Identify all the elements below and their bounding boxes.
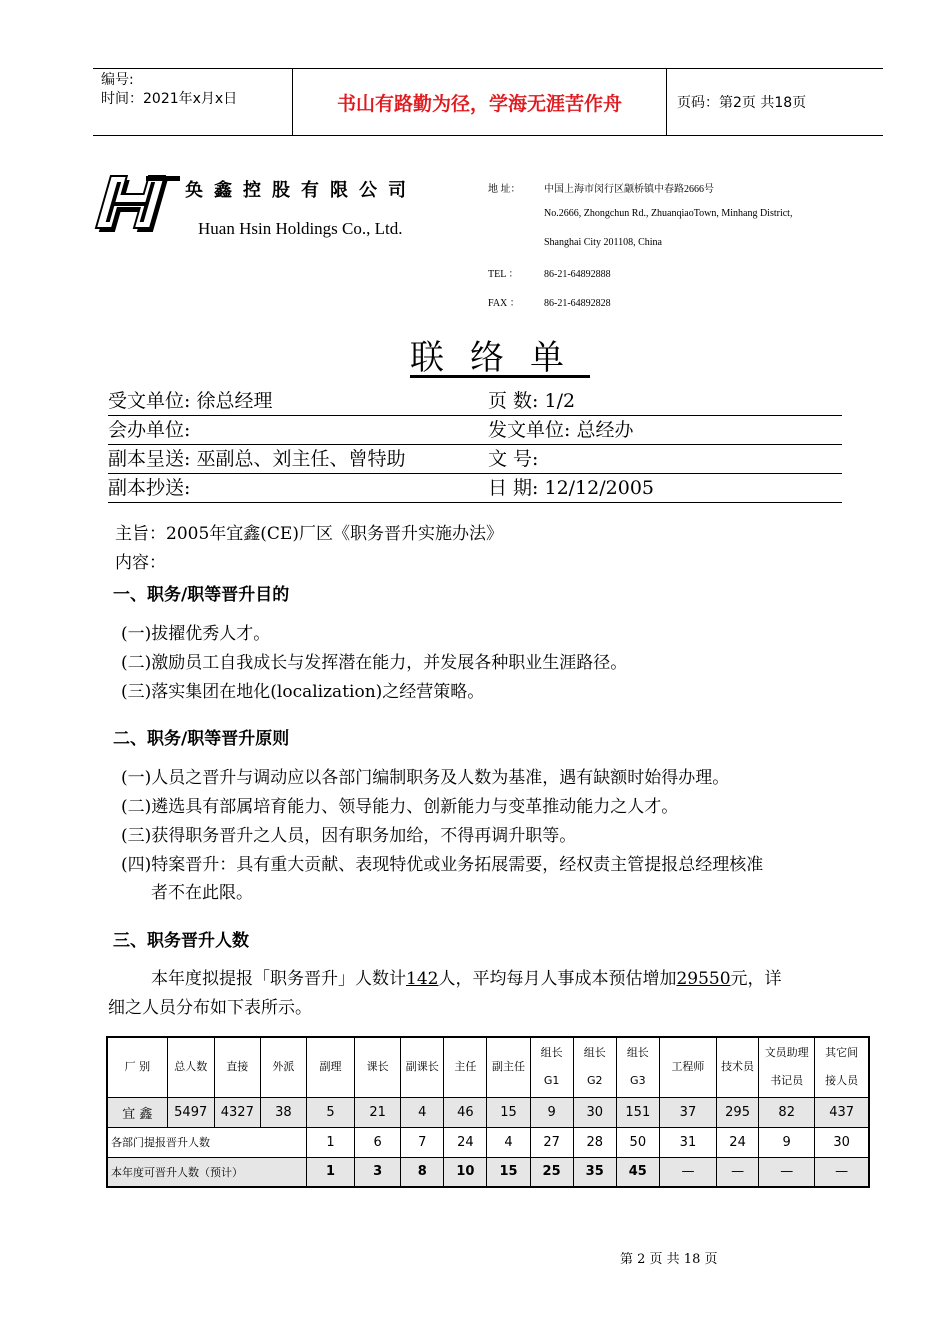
row-label: 各部门提报晋升人数: [107, 1127, 306, 1157]
serial-label: 编号:: [101, 72, 134, 88]
table-cell: 37: [659, 1097, 716, 1127]
s2-item-1: (一)人员之晋升与调动应以各部门编制职务及人数为基准，遇有缺额时始得办理。: [121, 768, 730, 788]
tel-label: TEL ：: [488, 269, 519, 280]
table-cell: 437: [815, 1097, 869, 1127]
table-cell: —: [717, 1157, 759, 1187]
table-cell: 6: [355, 1127, 401, 1157]
header-cell: 副主任: [487, 1037, 530, 1097]
form-row-2: [108, 416, 842, 445]
page-header: [93, 68, 883, 136]
table-cell: 30: [573, 1097, 616, 1127]
header-cell: 厂 别: [107, 1037, 167, 1097]
promotion-table: [106, 1036, 870, 1188]
section-1-title: 一、职务/职等晋升目的: [113, 585, 290, 605]
table-cell: 1: [306, 1157, 354, 1187]
table-row-estimated: [107, 1157, 869, 1187]
header-cell: 技术员: [717, 1037, 759, 1097]
page-count: 页 数: 1/2: [488, 390, 576, 412]
tel-number: 86-21-64892888: [544, 269, 611, 280]
table-cell: 4: [487, 1127, 530, 1157]
table-cell: 30: [815, 1127, 869, 1157]
table-cell: 5: [306, 1097, 354, 1127]
subject-line: 主旨：2005年宜鑫(CE)厂区《职务晋升实施办法》: [115, 524, 503, 544]
table-cell: 46: [444, 1097, 487, 1127]
s3-paragraph-line-2: 细之人员分布如下表所示。: [108, 998, 312, 1018]
sending-unit: 发文单位: 总经办: [488, 419, 634, 441]
time-label: 时间：2021年x月x日: [101, 91, 238, 107]
table-cell: 9: [759, 1127, 815, 1157]
table-cell: 5497: [167, 1097, 214, 1127]
section-3-title: 三、职务晋升人数: [113, 931, 249, 951]
table-cell: 10: [444, 1157, 487, 1187]
section-2-title: 二、职务/职等晋升原则: [113, 729, 290, 749]
company-logo: [88, 172, 183, 240]
table-cell: 24: [444, 1127, 487, 1157]
s1-item-2: (二)激励员工自我成长与发挥潜在能力，并发展各种职业生涯路径。: [121, 653, 628, 673]
table-cell: 15: [487, 1097, 530, 1127]
table-cell: 9: [530, 1097, 573, 1127]
s3-text-a: 本年度拟提报「职务晋升」人数计: [151, 969, 406, 989]
form-row-3: [108, 445, 842, 474]
table-cell: 4: [401, 1097, 444, 1127]
company-name-en: Huan Hsin Holdings Co., Ltd.: [198, 219, 403, 238]
header-cell: 课长: [355, 1037, 401, 1097]
page-footer: 第 2 页 共 18 页: [620, 1252, 718, 1267]
table-cell: 35: [573, 1157, 616, 1187]
table-row-factory: [107, 1097, 869, 1127]
table-cell: —: [759, 1157, 815, 1187]
address-en-2: Shanghai City 201108, China: [544, 237, 662, 248]
table-header-row: [107, 1037, 869, 1097]
header-cell: 副课长: [401, 1037, 444, 1097]
header-page-number: 页码：第2页 共18页: [677, 95, 807, 111]
form-row-1: [108, 387, 842, 416]
header-cell: 直接: [214, 1037, 260, 1097]
header-cell: 文员助理 书记员: [759, 1037, 815, 1097]
address-line: [488, 180, 714, 195]
s2-item-2: (二)遴选具有部属培育能力、领导能力、创新能力与变革推动能力之人才。: [121, 797, 679, 817]
table-cell: 24: [717, 1127, 759, 1157]
header-meta: [93, 69, 293, 135]
s1-item-1: (一)拔擢优秀人才。: [121, 624, 271, 644]
address-cn: 中国上海市闵行区颛桥镇中春路2666号: [544, 184, 714, 195]
s3-text-b: 人，平均每月人事成本预估增加: [438, 969, 677, 989]
table-cell: 27: [530, 1127, 573, 1157]
s1-item-3: (三)落实集团在地化(localization)之经营策略。: [121, 682, 485, 702]
header-cell: 组长 G1: [530, 1037, 573, 1097]
address-label: 地 址：: [488, 184, 521, 195]
table-cell: 38: [260, 1097, 306, 1127]
header-cell: 主任: [444, 1037, 487, 1097]
s3-text-c: 元，详: [730, 969, 782, 989]
table-cell: 15: [487, 1157, 530, 1187]
table-cell: 151: [616, 1097, 659, 1127]
promotion-count: 142: [406, 969, 439, 989]
table-cell: 4327: [214, 1097, 260, 1127]
table-cell: —: [815, 1157, 869, 1187]
s3-paragraph-line-1: [151, 967, 782, 991]
table-cell: 1: [306, 1127, 354, 1157]
tel-line: [488, 265, 611, 280]
table-cell: 28: [573, 1127, 616, 1157]
header-motto: 书山有路勤为径，学海无涯苦作舟: [293, 69, 667, 135]
header-cell: 总人数: [167, 1037, 214, 1097]
header-cell: 组长 G2: [573, 1037, 616, 1097]
fax-number: 86-21-64892828: [544, 298, 611, 309]
table-cell: 295: [717, 1097, 759, 1127]
co-handling-unit: 会办单位:: [108, 419, 191, 441]
table-cell: —: [659, 1157, 716, 1187]
fax-label: FAX ：: [488, 298, 520, 309]
s2-item-4-cont: 者不在此限。: [151, 883, 253, 903]
copy-cc: 副本抄送:: [108, 477, 191, 499]
copy-submitted: 副本呈送: 巫副总、刘主任、曾特助: [108, 448, 406, 470]
table-cell: 21: [355, 1097, 401, 1127]
row-label: 本年度可晋升人数（预计）: [107, 1157, 306, 1187]
document-date: 日 期: 12/12/2005: [488, 477, 654, 499]
table-cell: 82: [759, 1097, 815, 1127]
table-row-submitted: [107, 1127, 869, 1157]
s2-item-3: (三)获得职务晋升之人员，因有职务加给，不得再调升职等。: [121, 826, 577, 846]
header-cell: 外派: [260, 1037, 306, 1097]
header-cell: 副理: [306, 1037, 354, 1097]
monthly-cost: 29550: [676, 969, 731, 989]
table-cell: 50: [616, 1127, 659, 1157]
table-cell: 3: [355, 1157, 401, 1187]
table-cell: 7: [401, 1127, 444, 1157]
document-title: 联络单: [410, 338, 590, 378]
table-cell: 31: [659, 1127, 716, 1157]
header-cell: 工程师: [659, 1037, 716, 1097]
header-cell: 其它间 接人员: [815, 1037, 869, 1097]
recipient-unit: 受文单位: 徐总经理: [108, 390, 273, 412]
content-label: 内容：: [115, 553, 166, 573]
table-cell: 8: [401, 1157, 444, 1187]
fax-line: [488, 294, 611, 309]
table-cell: 25: [530, 1157, 573, 1187]
header-cell: 组长 G3: [616, 1037, 659, 1097]
form-row-4: [108, 474, 842, 503]
table-cell: 45: [616, 1157, 659, 1187]
company-name-cn: 奂鑫控股有限公司: [185, 180, 417, 201]
address-en-1: No.2666, Zhongchun Rd., ZhuanqiaoTown, Minhang District,: [544, 208, 793, 219]
s2-item-4: (四)特案晋升：具有重大贡献、表现特优或业务拓展需要，经权责主管提报总经理核准: [121, 855, 764, 875]
table-cell: 宜 鑫: [107, 1097, 167, 1127]
document-number: 文 号:: [488, 448, 539, 470]
